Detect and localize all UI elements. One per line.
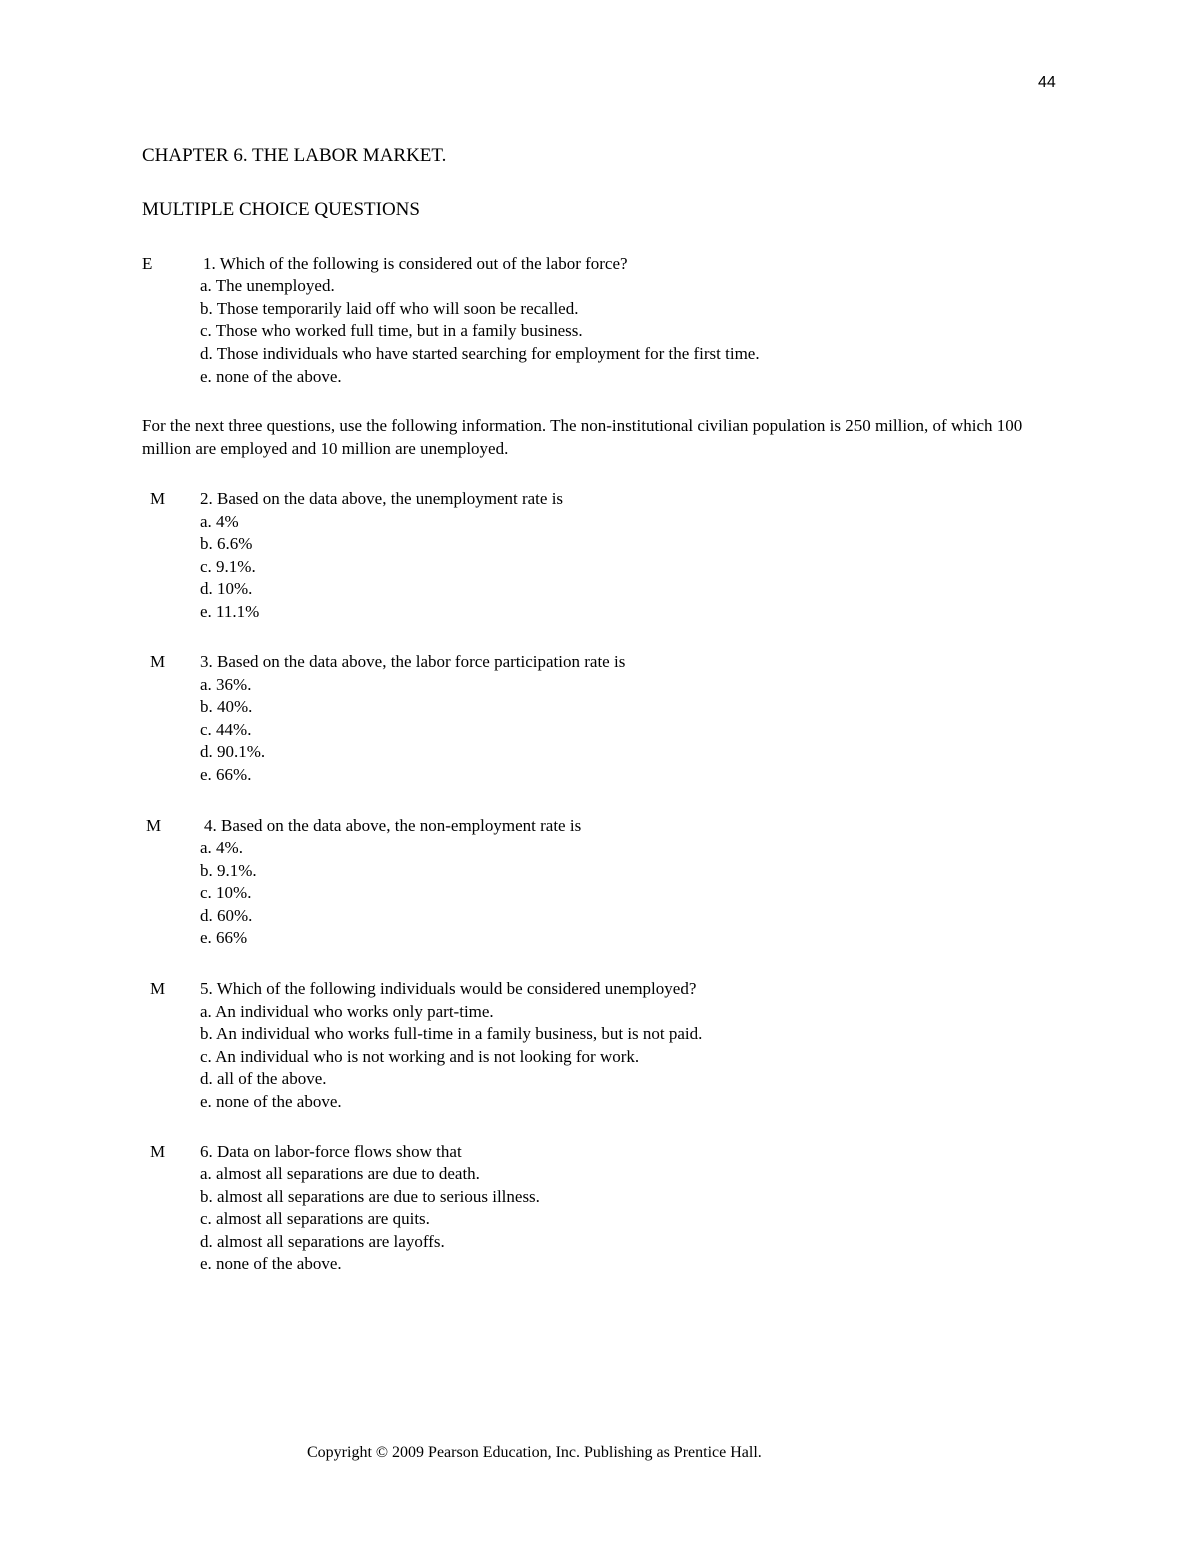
section-title: MULTIPLE CHOICE QUESTIONS bbox=[142, 199, 420, 220]
option-d: d. 90.1%. bbox=[200, 742, 266, 761]
option-b: b. Those temporarily laid off who will soon be recalled. bbox=[200, 299, 579, 318]
difficulty-label: M bbox=[150, 979, 166, 998]
option-c: c. almost all separations are quits. bbox=[200, 1209, 430, 1228]
option-a: a. The unemployed. bbox=[200, 276, 335, 295]
question-text: 3. Based on the data above, the labor force participation rate is bbox=[200, 652, 626, 671]
option-e: e. 11.1% bbox=[200, 602, 260, 621]
option-a: a. almost all separations are due to death. bbox=[200, 1164, 480, 1183]
option-c: c. Those who worked full time, but in a family business. bbox=[200, 321, 583, 340]
option-b: b. 6.6% bbox=[200, 534, 253, 553]
option-d: d. Those individuals who have started searching for employment for the first time. bbox=[200, 344, 760, 363]
option-d: d. 60%. bbox=[200, 906, 253, 925]
difficulty-label: M bbox=[150, 1142, 166, 1161]
difficulty-label: M bbox=[150, 489, 166, 508]
question-text: 4. Based on the data above, the non-employment rate is bbox=[204, 816, 582, 835]
option-e: e. 66% bbox=[200, 928, 248, 947]
chapter-title: CHAPTER 6. THE LABOR MARKET. bbox=[142, 145, 447, 166]
option-e: e. none of the above. bbox=[200, 1092, 342, 1111]
question-text: 1. Which of the following is considered out of the labor force? bbox=[203, 254, 628, 273]
option-c: c. 10%. bbox=[200, 883, 252, 902]
option-e: e. none of the above. bbox=[200, 1254, 342, 1273]
option-d: d. all of the above. bbox=[200, 1069, 327, 1088]
option-a: a. An individual who works only part-time. bbox=[200, 1002, 494, 1021]
option-c: c. 9.1%. bbox=[200, 557, 256, 576]
option-b: b. almost all separations are due to serious illness. bbox=[200, 1187, 540, 1206]
intro-paragraph: For the next three questions, use the following information. The non-institutional civilian population is 250 million, of which 100 million are employed and 10 million are unemployed. bbox=[142, 416, 1023, 458]
difficulty-label: E bbox=[142, 254, 153, 273]
option-b: b. 40%. bbox=[200, 697, 253, 716]
option-b: b. 9.1%. bbox=[200, 861, 257, 880]
option-e: e. none of the above. bbox=[200, 367, 342, 386]
question-text: 6. Data on labor-force flows show that bbox=[200, 1142, 462, 1161]
option-c: c. An individual who is not working and is not looking for work. bbox=[200, 1047, 640, 1066]
question-text: 2. Based on the data above, the unemployment rate is bbox=[200, 489, 564, 508]
option-a: a. 36%. bbox=[200, 675, 252, 694]
option-d: d. 10%. bbox=[200, 579, 253, 598]
option-b: b. An individual who works full-time in a family business, but is not paid. bbox=[200, 1024, 703, 1043]
page-number: 44 bbox=[1038, 74, 1056, 91]
option-e: e. 66%. bbox=[200, 765, 252, 784]
copyright-footer: Copyright © 2009 Pearson Education, Inc. Publishing as Prentice Hall. bbox=[307, 1444, 762, 1461]
difficulty-label: M bbox=[150, 652, 166, 671]
option-a: a. 4% bbox=[200, 512, 239, 531]
question-text: 5. Which of the following individuals would be considered unemployed? bbox=[200, 979, 697, 998]
option-d: d. almost all separations are layoffs. bbox=[200, 1232, 445, 1251]
option-c: c. 44%. bbox=[200, 720, 252, 739]
difficulty-label: M bbox=[146, 816, 162, 835]
option-a: a. 4%. bbox=[200, 838, 243, 857]
